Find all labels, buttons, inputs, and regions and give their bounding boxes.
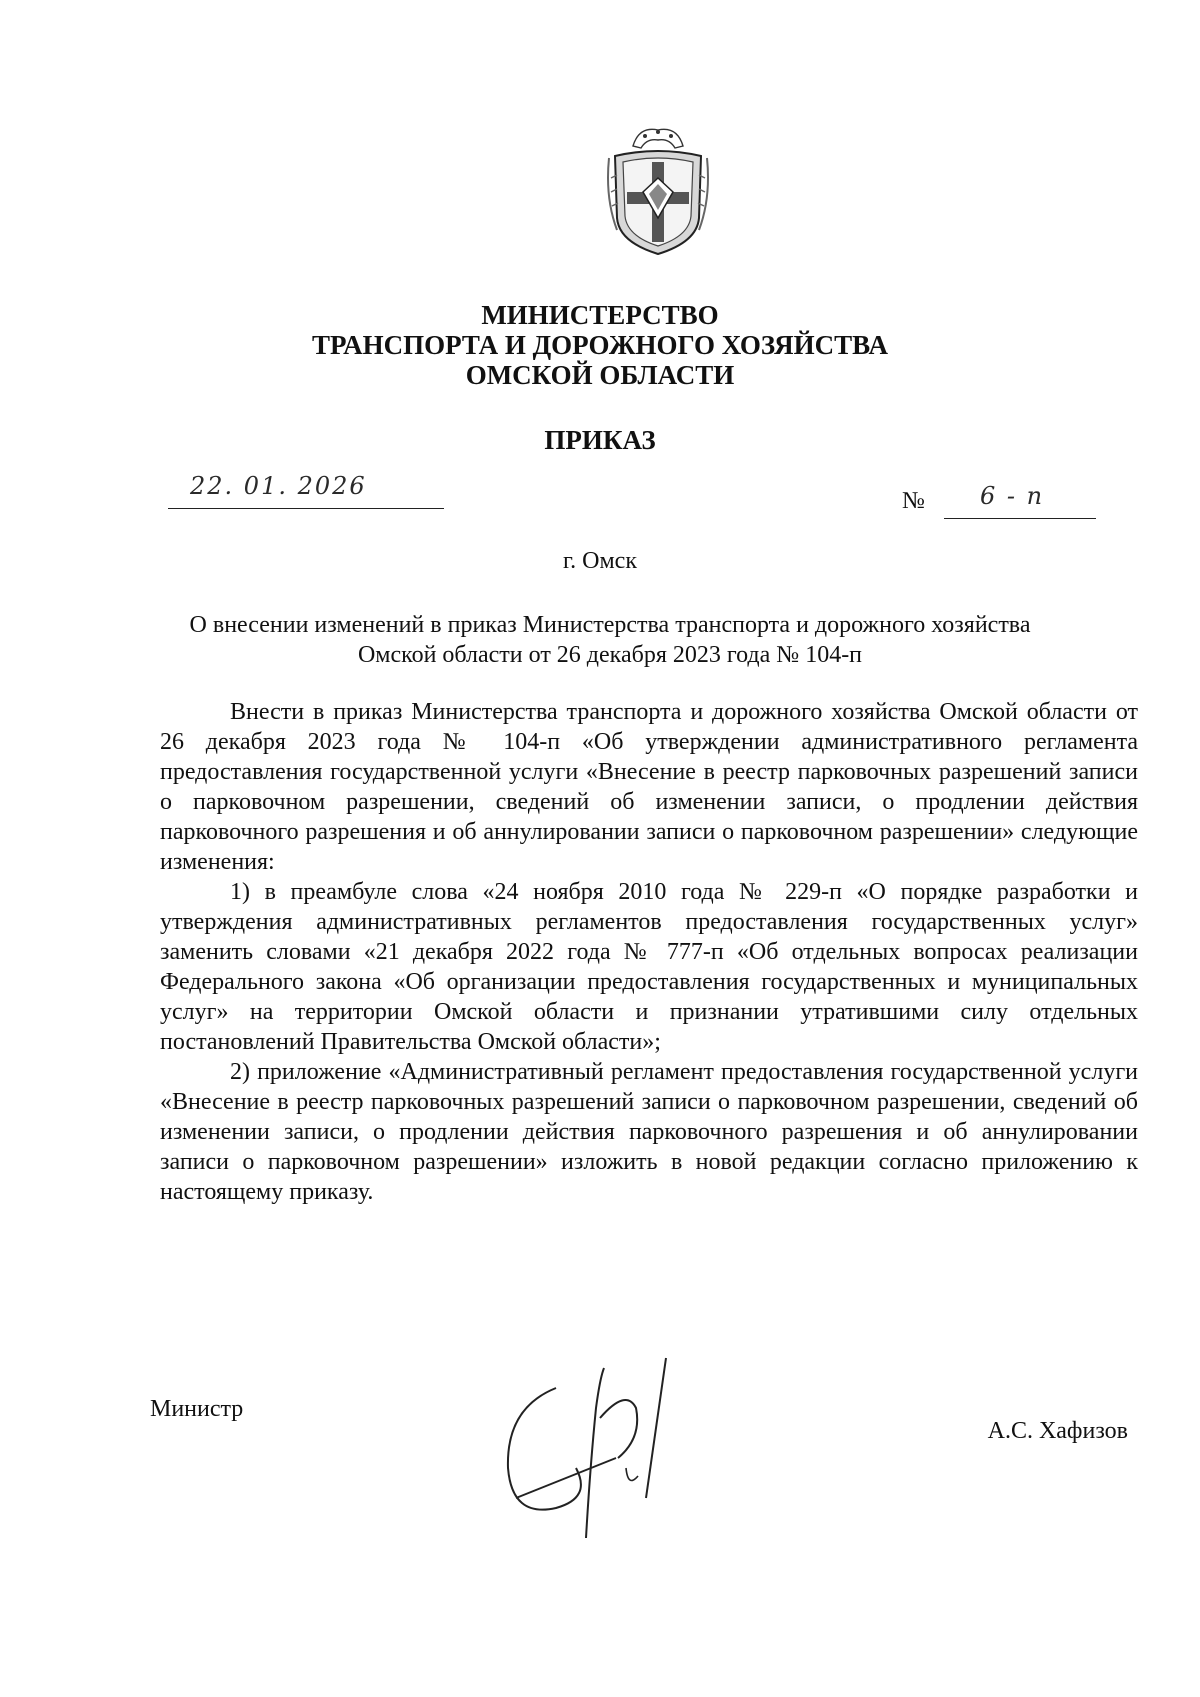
ministry-line-1: МИНИСТЕРСТВО	[481, 300, 719, 330]
ministry-line-2: ТРАНСПОРТА И ДОРОЖНОГО ХОЗЯЙСТВА	[312, 330, 888, 360]
city-line: г. Омск	[563, 548, 637, 574]
ministry-line-3: ОМСКОЙ ОБЛАСТИ	[465, 360, 735, 390]
number-sign: №	[902, 488, 925, 514]
signatory-name: А.С. Хафизов	[987, 1418, 1128, 1444]
order-body	[160, 697, 1138, 1207]
number-underline	[944, 482, 1096, 519]
number-value: 6 - п	[980, 482, 1045, 510]
signature-icon	[496, 1348, 716, 1548]
date-field	[168, 472, 444, 509]
coat-of-arms-icon	[603, 118, 713, 258]
signatory-position: Министр	[150, 1396, 244, 1422]
date-value: 22. 01. 2026	[190, 472, 367, 500]
order-subject: О внесении изменений в приказ Министерства транспорта и дорожного хозяйства Омской области от 26 декабря 2023 года № 104-п	[189, 612, 1031, 668]
document-type: ПРИКАЗ	[544, 425, 656, 455]
body-item-1: 1) в преамбуле слова «24 ноября 2010 года № 229-п «О порядке разработки и утверждения административных регламентов предоставления государственных услуг» заменить словами «21 декабря 2022 года № 777-п «Об отдельных вопросах реализации Федерального закона «Об организации предоставления государственных и муниципальных услуг» на территории Омской области и признании утратившими силу отдельных постановлений Правительства Омской области»;	[160, 879, 1138, 1055]
ministry-name	[0, 300, 1200, 390]
body-intro-paragraph: Внести в приказ Министерства транспорта и дорожного хозяйства Омской области от 26 декабря 2023 года № 104-п «Об утверждении административного регламента предоставления государственной услуги «Внесение в реестр парковочных разрешений записи о парковочном разрешении, сведений об изменении записи, о продлении действия парковочного разрешения и об аннулировании записи о парковочном разрешении» следующие изменения:	[160, 699, 1138, 875]
body-item-2: 2) приложение «Административный регламент предоставления государственной услуги «Внесение в реестр парковочных разрешений записи о парковочном разрешении, сведений об изменении записи, о продлении действия парковочного разрешения и об аннулировании записи о парковочном разрешении» изложить в новой редакции согласно приложению к настоящему приказу.	[160, 1059, 1138, 1205]
